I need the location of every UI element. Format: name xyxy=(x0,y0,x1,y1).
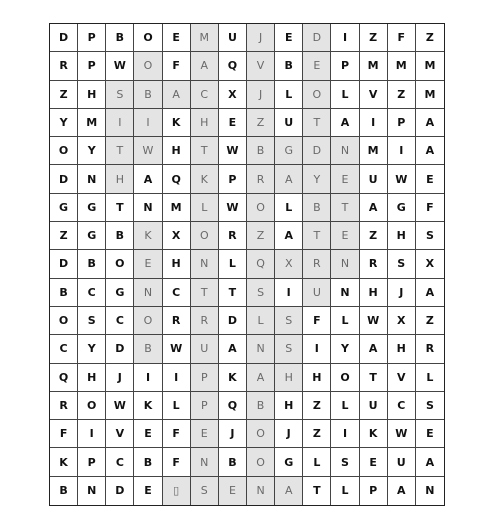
grid-cell[interactable]: S xyxy=(388,250,416,278)
word-search-grid xyxy=(49,23,445,506)
grid-cell[interactable]: P xyxy=(331,52,359,80)
grid-cell[interactable]: Q xyxy=(219,52,247,80)
grid-cell[interactable]: Z xyxy=(50,81,78,109)
grid-cell[interactable]: S xyxy=(78,307,106,335)
grid-cell[interactable]: W xyxy=(106,392,134,420)
grid-cell-highlighted[interactable]: J xyxy=(247,81,275,109)
grid-cell-highlighted[interactable]: D xyxy=(303,24,331,52)
grid-cell[interactable]: D xyxy=(106,477,134,505)
grid-cell-highlighted[interactable]: T xyxy=(331,194,359,222)
grid-cell[interactable]: P xyxy=(388,109,416,137)
grid-cell[interactable]: P xyxy=(360,477,388,505)
grid-cell-highlighted[interactable]: K xyxy=(134,222,162,250)
grid-cell[interactable]: W xyxy=(163,335,191,363)
grid-cell[interactable]: Z xyxy=(360,222,388,250)
grid-cell[interactable]: K xyxy=(50,448,78,476)
grid-cell[interactable]: A xyxy=(360,335,388,363)
grid-cell-highlighted[interactable]: P xyxy=(191,364,219,392)
grid-cell-highlighted[interactable]: B xyxy=(247,392,275,420)
grid-cell[interactable]: I xyxy=(360,109,388,137)
grid-cell[interactable]: E xyxy=(134,420,162,448)
grid-cell[interactable]: L xyxy=(331,307,359,335)
grid-cell[interactable]: B xyxy=(50,279,78,307)
grid-cell-highlighted[interactable]: O xyxy=(134,52,162,80)
grid-cell[interactable]: L xyxy=(416,364,444,392)
grid-cell[interactable]: E xyxy=(275,24,303,52)
grid-cell[interactable]: G xyxy=(78,222,106,250)
grid-cell-highlighted[interactable]: O xyxy=(191,222,219,250)
grid-cell-highlighted[interactable]: E xyxy=(219,477,247,505)
grid-cell-highlighted[interactable]: O xyxy=(247,194,275,222)
grid-cell[interactable]: D xyxy=(106,335,134,363)
grid-cell[interactable]: K xyxy=(219,364,247,392)
grid-cell-highlighted[interactable]: H xyxy=(191,109,219,137)
grid-cell-highlighted[interactable]: A xyxy=(247,364,275,392)
grid-cell[interactable]: F xyxy=(163,420,191,448)
grid-cell[interactable]: E xyxy=(416,420,444,448)
grid-cell[interactable]: I xyxy=(163,364,191,392)
grid-cell[interactable]: E xyxy=(416,165,444,193)
grid-cell[interactable]: H xyxy=(163,137,191,165)
grid-cell[interactable]: N xyxy=(78,477,106,505)
grid-cell[interactable]: V xyxy=(106,420,134,448)
grid-cell[interactable]: M xyxy=(416,81,444,109)
grid-cell-highlighted[interactable]: T xyxy=(191,137,219,165)
grid-cell-highlighted[interactable]: O xyxy=(303,81,331,109)
grid-cell[interactable]: L xyxy=(331,392,359,420)
grid-cell-highlighted[interactable]: ▯ xyxy=(163,477,191,505)
grid-cell[interactable]: F xyxy=(163,52,191,80)
grid-cell-highlighted[interactable]: N xyxy=(331,137,359,165)
grid-cell-highlighted[interactable]: K xyxy=(191,165,219,193)
grid-cell-highlighted[interactable]: R xyxy=(303,250,331,278)
grid-cell[interactable]: V xyxy=(360,81,388,109)
grid-cell[interactable]: K xyxy=(360,420,388,448)
grid-cell-highlighted[interactable]: H xyxy=(106,165,134,193)
grid-cell[interactable]: H xyxy=(275,392,303,420)
grid-cell[interactable]: E xyxy=(219,109,247,137)
grid-cell[interactable]: E xyxy=(163,24,191,52)
grid-cell[interactable]: D xyxy=(50,165,78,193)
grid-cell[interactable]: R xyxy=(219,222,247,250)
grid-cell-highlighted[interactable]: M xyxy=(191,24,219,52)
grid-cell[interactable]: I xyxy=(275,279,303,307)
grid-cell-highlighted[interactable]: S xyxy=(191,477,219,505)
grid-cell-highlighted[interactable]: P xyxy=(191,392,219,420)
grid-cell-highlighted[interactable]: Q xyxy=(247,250,275,278)
grid-cell-highlighted[interactable]: E xyxy=(331,222,359,250)
grid-cell[interactable]: A xyxy=(275,222,303,250)
grid-cell[interactable]: B xyxy=(275,52,303,80)
grid-cell[interactable]: Z xyxy=(388,81,416,109)
grid-cell[interactable]: X xyxy=(219,81,247,109)
grid-cell[interactable]: B xyxy=(106,222,134,250)
grid-cell-highlighted[interactable]: T xyxy=(106,137,134,165)
grid-cell-highlighted[interactable]: L xyxy=(191,194,219,222)
grid-cell[interactable]: U xyxy=(275,109,303,137)
grid-cell[interactable]: C xyxy=(106,307,134,335)
grid-cell[interactable]: H xyxy=(360,279,388,307)
grid-cell[interactable]: C xyxy=(163,279,191,307)
grid-cell-highlighted[interactable]: U xyxy=(191,335,219,363)
grid-cell-highlighted[interactable]: S xyxy=(106,81,134,109)
grid-cell-highlighted[interactable]: D xyxy=(303,137,331,165)
grid-cell[interactable]: T xyxy=(303,477,331,505)
grid-cell-highlighted[interactable]: N xyxy=(191,448,219,476)
grid-cell[interactable]: O xyxy=(50,307,78,335)
grid-cell-highlighted[interactable]: R xyxy=(191,307,219,335)
grid-cell[interactable]: U xyxy=(388,448,416,476)
grid-cell[interactable]: D xyxy=(219,307,247,335)
grid-cell[interactable]: D xyxy=(50,250,78,278)
grid-cell-highlighted[interactable]: N xyxy=(247,335,275,363)
grid-cell-highlighted[interactable]: N xyxy=(331,250,359,278)
grid-cell[interactable]: S xyxy=(331,448,359,476)
grid-cell[interactable]: Q xyxy=(219,392,247,420)
grid-cell-highlighted[interactable]: H xyxy=(275,364,303,392)
grid-cell[interactable]: G xyxy=(388,194,416,222)
grid-cell[interactable]: O xyxy=(106,250,134,278)
grid-cell[interactable]: K xyxy=(163,109,191,137)
grid-cell[interactable]: M xyxy=(163,194,191,222)
grid-cell[interactable]: N xyxy=(78,165,106,193)
grid-cell[interactable]: C xyxy=(388,392,416,420)
grid-cell-highlighted[interactable]: T xyxy=(191,279,219,307)
grid-cell[interactable]: N xyxy=(416,477,444,505)
grid-cell[interactable]: S xyxy=(416,222,444,250)
grid-cell[interactable]: R xyxy=(50,52,78,80)
grid-cell[interactable]: J xyxy=(388,279,416,307)
grid-cell[interactable]: Z xyxy=(303,392,331,420)
grid-cell[interactable]: F xyxy=(163,448,191,476)
grid-cell[interactable]: Z xyxy=(303,420,331,448)
grid-cell[interactable]: F xyxy=(50,420,78,448)
grid-cell[interactable]: Z xyxy=(416,24,444,52)
grid-cell[interactable]: I xyxy=(331,420,359,448)
grid-cell-highlighted[interactable]: A xyxy=(275,165,303,193)
grid-cell-highlighted[interactable]: A xyxy=(191,52,219,80)
grid-cell-highlighted[interactable]: B xyxy=(247,137,275,165)
grid-cell[interactable]: A xyxy=(134,165,162,193)
grid-cell[interactable]: O xyxy=(134,24,162,52)
grid-cell[interactable]: M xyxy=(360,137,388,165)
grid-cell[interactable]: I xyxy=(78,420,106,448)
grid-cell[interactable]: H xyxy=(388,335,416,363)
grid-cell[interactable]: F xyxy=(388,24,416,52)
grid-cell[interactable]: M xyxy=(78,109,106,137)
grid-cell[interactable]: W xyxy=(388,165,416,193)
grid-cell[interactable]: B xyxy=(106,24,134,52)
grid-cell[interactable]: I xyxy=(331,24,359,52)
grid-cell[interactable]: M xyxy=(416,52,444,80)
grid-cell-highlighted[interactable]: A xyxy=(163,81,191,109)
grid-cell[interactable]: O xyxy=(78,392,106,420)
grid-cell-highlighted[interactable]: S xyxy=(275,307,303,335)
grid-cell-highlighted[interactable]: L xyxy=(247,307,275,335)
grid-cell[interactable]: K xyxy=(134,392,162,420)
grid-cell-highlighted[interactable]: V xyxy=(247,52,275,80)
grid-cell-highlighted[interactable]: Z xyxy=(247,222,275,250)
grid-cell[interactable]: H xyxy=(78,364,106,392)
grid-cell[interactable]: H xyxy=(388,222,416,250)
grid-cell-highlighted[interactable]: S xyxy=(275,335,303,363)
grid-cell-highlighted[interactable]: E xyxy=(303,52,331,80)
grid-cell[interactable]: F xyxy=(416,194,444,222)
grid-cell[interactable]: P xyxy=(78,24,106,52)
grid-cell-highlighted[interactable]: R xyxy=(247,165,275,193)
grid-cell[interactable]: A xyxy=(416,448,444,476)
grid-cell-highlighted[interactable]: T xyxy=(303,109,331,137)
grid-cell-highlighted[interactable]: Y xyxy=(303,165,331,193)
grid-cell[interactable]: O xyxy=(50,137,78,165)
grid-cell-highlighted[interactable]: E xyxy=(331,165,359,193)
grid-cell[interactable]: A xyxy=(331,109,359,137)
grid-cell[interactable]: J xyxy=(106,364,134,392)
grid-cell[interactable]: A xyxy=(219,335,247,363)
grid-cell[interactable]: I xyxy=(388,137,416,165)
grid-cell[interactable]: N xyxy=(134,194,162,222)
grid-cell[interactable]: A xyxy=(388,477,416,505)
grid-cell[interactable]: R xyxy=(360,250,388,278)
grid-cell[interactable]: I xyxy=(303,335,331,363)
grid-cell-highlighted[interactable]: G xyxy=(275,137,303,165)
grid-cell[interactable]: R xyxy=(50,392,78,420)
grid-cell[interactable]: G xyxy=(50,194,78,222)
grid-cell[interactable]: P xyxy=(78,448,106,476)
grid-cell-highlighted[interactable]: U xyxy=(303,279,331,307)
grid-cell[interactable]: W xyxy=(219,137,247,165)
grid-cell-highlighted[interactable]: E xyxy=(191,420,219,448)
grid-cell[interactable]: D xyxy=(50,24,78,52)
grid-cell[interactable]: A xyxy=(416,109,444,137)
grid-cell-highlighted[interactable]: N xyxy=(247,477,275,505)
grid-cell[interactable]: H xyxy=(163,250,191,278)
grid-cell[interactable]: Y xyxy=(331,335,359,363)
grid-cell[interactable]: B xyxy=(134,448,162,476)
grid-cell[interactable]: H xyxy=(303,364,331,392)
grid-cell[interactable]: L xyxy=(219,250,247,278)
grid-cell[interactable]: V xyxy=(388,364,416,392)
grid-cell[interactable]: W xyxy=(106,52,134,80)
grid-cell[interactable]: U xyxy=(219,24,247,52)
grid-cell[interactable]: W xyxy=(219,194,247,222)
grid-cell[interactable]: G xyxy=(78,194,106,222)
grid-cell[interactable]: A xyxy=(416,279,444,307)
grid-cell[interactable]: J xyxy=(219,420,247,448)
grid-cell[interactable]: T xyxy=(360,364,388,392)
grid-cell[interactable]: M xyxy=(360,52,388,80)
grid-cell[interactable]: L xyxy=(275,81,303,109)
grid-cell-highlighted[interactable]: N xyxy=(134,279,162,307)
grid-cell[interactable]: T xyxy=(106,194,134,222)
grid-cell[interactable]: C xyxy=(106,448,134,476)
grid-cell[interactable]: B xyxy=(78,250,106,278)
grid-cell[interactable]: X xyxy=(163,222,191,250)
grid-cell-highlighted[interactable]: I xyxy=(134,109,162,137)
grid-cell[interactable]: F xyxy=(303,307,331,335)
grid-cell[interactable]: Y xyxy=(78,335,106,363)
grid-cell-highlighted[interactable]: O xyxy=(247,420,275,448)
grid-cell-highlighted[interactable]: J xyxy=(247,24,275,52)
grid-cell[interactable]: E xyxy=(360,448,388,476)
grid-cell[interactable]: N xyxy=(331,279,359,307)
grid-cell-highlighted[interactable]: B xyxy=(134,81,162,109)
grid-cell[interactable]: A xyxy=(416,137,444,165)
grid-cell[interactable]: S xyxy=(416,392,444,420)
grid-cell-highlighted[interactable]: S xyxy=(247,279,275,307)
grid-cell[interactable]: M xyxy=(388,52,416,80)
grid-cell-highlighted[interactable]: B xyxy=(134,335,162,363)
grid-cell[interactable]: E xyxy=(134,477,162,505)
grid-cell[interactable]: R xyxy=(416,335,444,363)
grid-cell-highlighted[interactable]: N xyxy=(191,250,219,278)
grid-cell[interactable]: I xyxy=(134,364,162,392)
grid-cell-highlighted[interactable]: C xyxy=(191,81,219,109)
grid-cell[interactable]: B xyxy=(50,477,78,505)
grid-cell[interactable]: Z xyxy=(50,222,78,250)
grid-cell[interactable]: H xyxy=(78,81,106,109)
grid-cell[interactable]: Y xyxy=(50,109,78,137)
grid-cell[interactable]: Q xyxy=(163,165,191,193)
grid-cell-highlighted[interactable]: E xyxy=(134,250,162,278)
grid-cell[interactable]: J xyxy=(275,420,303,448)
grid-cell-highlighted[interactable]: X xyxy=(275,250,303,278)
grid-cell[interactable]: Q xyxy=(50,364,78,392)
grid-cell[interactable]: C xyxy=(78,279,106,307)
grid-cell-highlighted[interactable]: Z xyxy=(247,109,275,137)
grid-cell[interactable]: W xyxy=(388,420,416,448)
grid-cell[interactable]: Z xyxy=(360,24,388,52)
grid-cell[interactable]: X xyxy=(416,250,444,278)
grid-cell[interactable]: Z xyxy=(416,307,444,335)
grid-cell[interactable]: L xyxy=(163,392,191,420)
grid-cell[interactable]: T xyxy=(219,279,247,307)
grid-cell[interactable]: O xyxy=(331,364,359,392)
grid-cell[interactable]: C xyxy=(50,335,78,363)
grid-cell[interactable]: U xyxy=(360,165,388,193)
grid-cell[interactable]: B xyxy=(219,448,247,476)
grid-cell[interactable]: P xyxy=(78,52,106,80)
grid-cell[interactable]: L xyxy=(275,194,303,222)
grid-cell[interactable]: G xyxy=(275,448,303,476)
grid-cell[interactable]: X xyxy=(388,307,416,335)
grid-cell[interactable]: L xyxy=(331,477,359,505)
grid-cell-highlighted[interactable]: W xyxy=(134,137,162,165)
grid-cell[interactable]: P xyxy=(219,165,247,193)
grid-cell-highlighted[interactable]: O xyxy=(247,448,275,476)
grid-cell[interactable]: L xyxy=(303,448,331,476)
grid-cell-highlighted[interactable]: B xyxy=(303,194,331,222)
grid-cell[interactable]: R xyxy=(163,307,191,335)
grid-cell[interactable]: L xyxy=(331,81,359,109)
grid-cell-highlighted[interactable]: I xyxy=(106,109,134,137)
grid-cell-highlighted[interactable]: T xyxy=(303,222,331,250)
grid-cell[interactable]: A xyxy=(360,194,388,222)
grid-cell[interactable]: U xyxy=(360,392,388,420)
grid-cell-highlighted[interactable]: O xyxy=(134,307,162,335)
grid-cell[interactable]: W xyxy=(360,307,388,335)
grid-cell[interactable]: Y xyxy=(78,137,106,165)
grid-cell[interactable]: G xyxy=(106,279,134,307)
grid-cell-highlighted[interactable]: A xyxy=(275,477,303,505)
